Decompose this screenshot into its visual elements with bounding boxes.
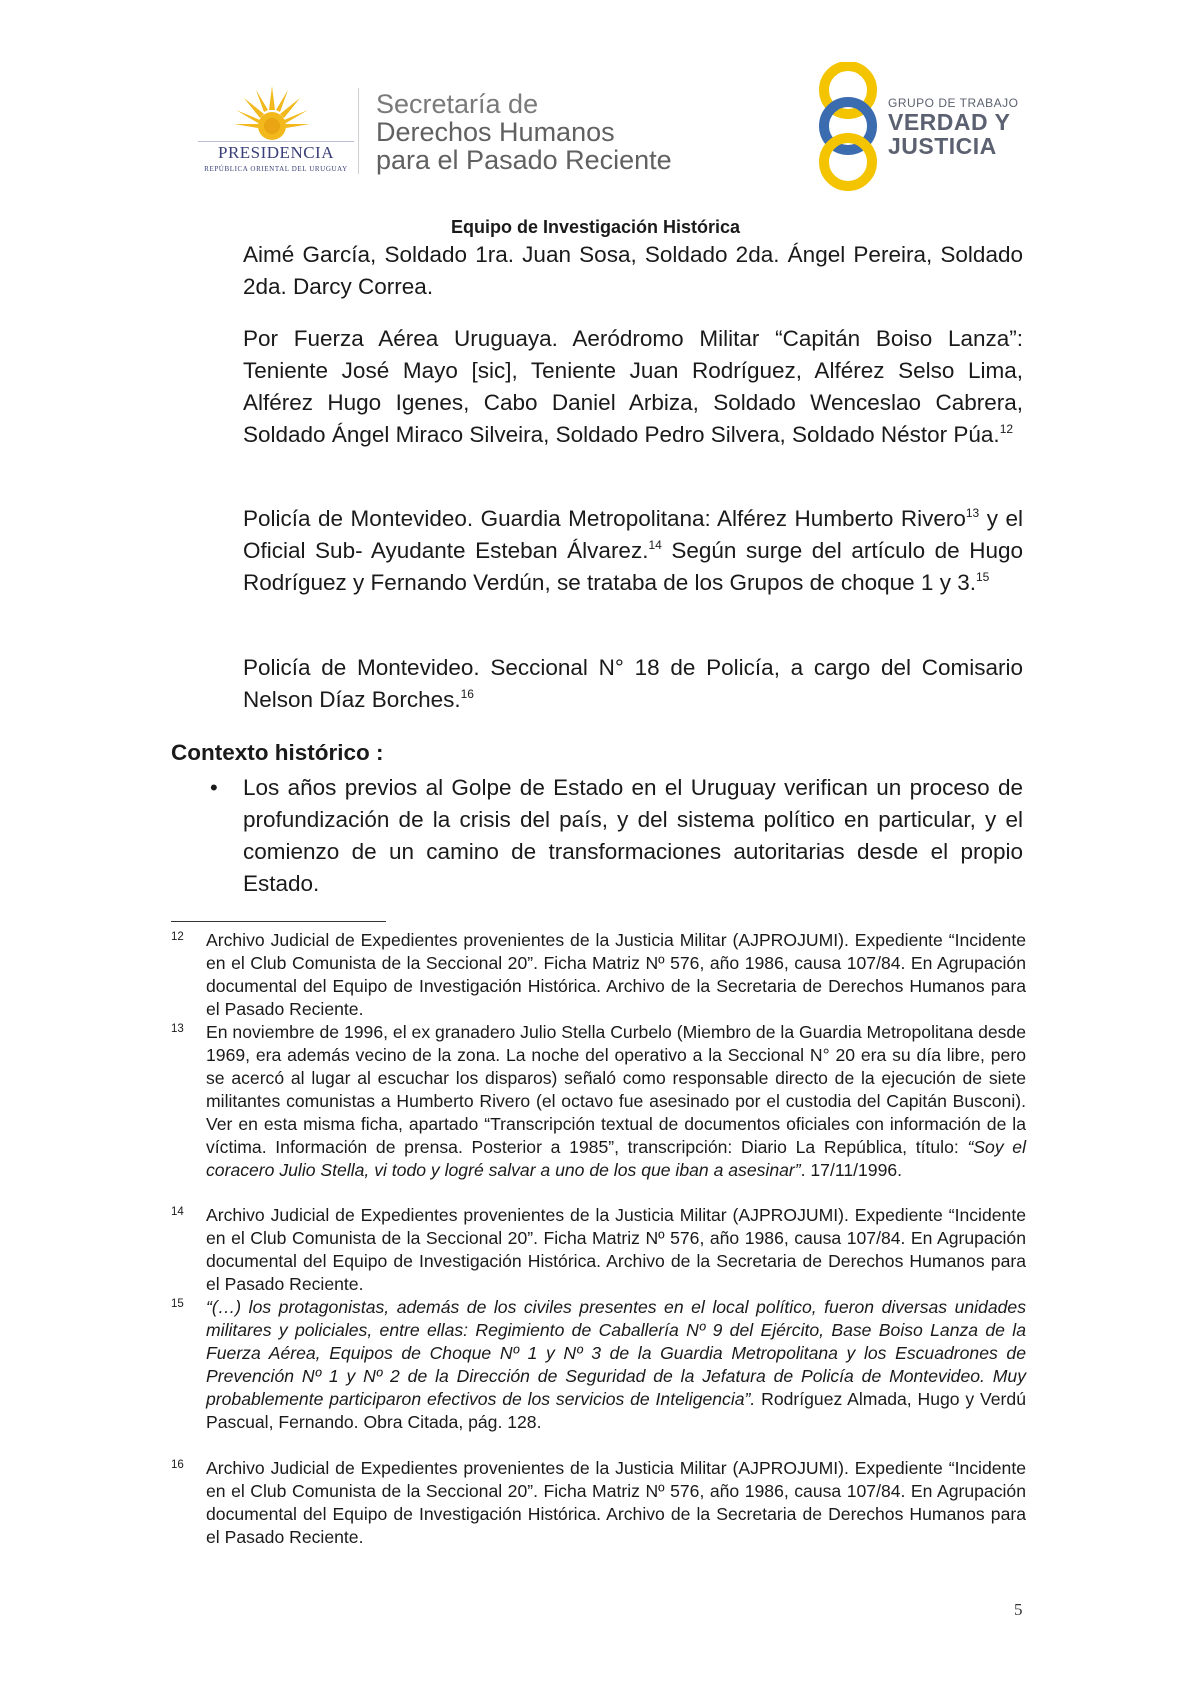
footnote-text: Archivo Judicial de Expedientes provenientes de la Justicia Militar (AJPROJUMI). Expediente “Incidente en el Club Comunista de la Seccional 20”. Ficha Matriz Nº 576, año 1986, causa 107/84. En Agrupación documental del Equipo de Investigación Histórica. Archivo de la Secretaria de Derechos Humanos para el Pasado Reciente. (206, 1205, 1026, 1294)
bullet-marker: • (210, 775, 218, 800)
footnote-15-italic-quote: “(…) los protagonistas, además de los civiles presentes en el local político, fueron diversas unidades militares y policiales, entre ellas: Regimiento de Caballería Nº 9 del Ejército, Base Boiso Lanza de la Fuerza Aérea, Equipos de Choque Nº 1 y Nº 3 de la Guardia Metropolitana y los Escuadrones de Prevención Nº 1 y Nº 2 de la Dirección de Seguridad de la Jefatura de Policía de Montevideo. Muy probablemente participaron efectivos de los servicios de Inteligencia”. (206, 1297, 1026, 1409)
footnote-number: 14 (171, 1206, 184, 1218)
paragraph-3-text-b: y el Oficial Sub- Ayudante Esteban Álvarez. (243, 506, 1023, 563)
gtvj-line-2: JUSTICIA (888, 133, 997, 159)
footnote-15 (171, 1296, 1026, 1434)
footnote-number: 13 (171, 1023, 184, 1035)
verdad-justicia-logo (812, 62, 1052, 192)
paragraph-3 (243, 503, 1023, 599)
footnote-14 (171, 1204, 1026, 1296)
presidencia-logo (196, 80, 356, 180)
footnote-16 (171, 1457, 1026, 1549)
presidencia-subtitle: REPÚBLICA ORIENTAL DEL URUGUAY (204, 165, 348, 173)
linked-rings-icon (812, 62, 884, 192)
paragraph-3-text-a: Policía de Montevideo. Guardia Metropolitana: Alférez Humberto Rivero (243, 506, 966, 531)
footnote-number: 16 (171, 1459, 184, 1471)
paragraph-3-text-c: Según surge del artículo de Hugo Rodríguez y Fernando Verdún, se trataba de los Grupos de choque 1 y 3. (243, 538, 1023, 595)
footnote-number: 15 (171, 1298, 184, 1310)
footnote-ref-14: 14 (648, 538, 662, 552)
paragraph-4 (243, 652, 1023, 716)
footnote-12 (171, 929, 1026, 1021)
footnote-13-text: En noviembre de 1996, el ex granadero Julio Stella Curbelo (Miembro de la Guardia Metropolitana desde 1969, era además vecino de la zona. La noche del operativo a la Seccional N° 20 era su día libre, pero se acercó al lugar al escuchar los disparos) señaló como responsable directo de la ejecución de siete militantes comunistas a Humberto Rivero (el octavo fue asesinado por el custodia del Capitán Busconi). Ver en esta misma ficha, apartado “Transcripción textual de documentos oficiales con información de la víctima. Información de prensa. Posterior a 1985”, transcripción: Diario La República, título: (206, 1022, 1026, 1157)
gtvj-small-label: GRUPO DE TRABAJO (888, 96, 1019, 110)
section-heading: Contexto histórico : (171, 740, 384, 765)
secretaria-line-1: Secretaría de (376, 89, 539, 119)
logo-divider (358, 88, 359, 174)
gtvj-line-1: VERDAD Y (888, 109, 1011, 135)
footnote-text (206, 1296, 1026, 1434)
footnote-separator (171, 921, 386, 922)
footnote-ref-12: 12 (999, 422, 1014, 436)
footnote-text: Archivo Judicial de Expedientes provenientes de la Justicia Militar (AJPROJUMI). Expediente “Incidente en el Club Comunista de la Seccional 20”. Ficha Matriz Nº 576, año 1986, causa 107/84. En Agrupación documental del Equipo de Investigación Histórica. Archivo de la Secretaria de Derechos Humanos para el Pasado Reciente. (206, 930, 1026, 1019)
footnote-ref-13: 13 (965, 506, 980, 520)
footnote-ref-15: 15 (975, 570, 990, 584)
bullet-paragraph: Los años previos al Golpe de Estado en el Uruguay verifican un proceso de profundización de la crisis del país, y del sistema político en particular, y el comienzo de un camino de transformaciones autoritarias desde el propio Estado. (243, 775, 1023, 896)
paragraph-4-text: Policía de Montevideo. Seccional N° 18 de Policía, a cargo del Comisario Nelson Díaz Borches. (243, 655, 1023, 712)
team-title: Equipo de Investigación Histórica (450, 217, 741, 237)
presidencia-name: PRESIDENCIA (217, 143, 334, 162)
presidencia-rule (198, 141, 354, 142)
footnote-15-tail: Rodríguez Almada, Hugo y Verdú Pascual, Fernando. Obra Citada, pág. 128. (206, 1389, 1026, 1432)
secretaria-line-2: Derechos Humanos (376, 117, 615, 147)
footnote-text (206, 1021, 1026, 1182)
footnote-13-italic-title: “Soy el coracero Julio Stella, vi todo y logré salvar a uno de los que iban a asesinar” (206, 1137, 1026, 1180)
paragraph-2 (243, 323, 1023, 451)
verdad-justicia-text (888, 96, 1018, 158)
footnote-13-tail: . 17/11/1996. (800, 1160, 903, 1180)
paragraph-2-text: Por Fuerza Aérea Uruguaya. Aeródromo Militar “Capitán Boiso Lanza”: Teniente José Mayo [sic], Teniente Juan Rodríguez, Alférez Selso Lima, Alférez Hugo Igenes, Cabo Daniel Arbiza, Soldado Wenceslao Cabrera, Soldado Ángel Miraco Silveira, Soldado Pedro Silvera, Soldado Néstor Púa. (243, 326, 1023, 447)
footnote-13 (171, 1021, 1026, 1182)
footnote-text: Archivo Judicial de Expedientes provenientes de la Justicia Militar (AJPROJUMI). Expediente “Incidente en el Club Comunista de la Seccional 20”. Ficha Matriz Nº 576, año 1986, causa 107/84. En Agrupación documental del Equipo de Investigación Histórica. Archivo de la Secretaria de Derechos Humanos para el Pasado Reciente. (206, 1458, 1026, 1547)
secretaria-line-3: para el Pasado Reciente (376, 145, 672, 175)
footnote-number: 12 (171, 931, 184, 943)
paragraph-1: Aimé García, Soldado 1ra. Juan Sosa, Soldado 2da. Ángel Pereira, Soldado 2da. Darcy Correa. (243, 242, 1023, 299)
footnote-ref-16: 16 (460, 687, 474, 701)
page-header (0, 0, 1191, 215)
page-number: 5 (1014, 1600, 1023, 1619)
secretaria-logo-text (376, 90, 716, 174)
